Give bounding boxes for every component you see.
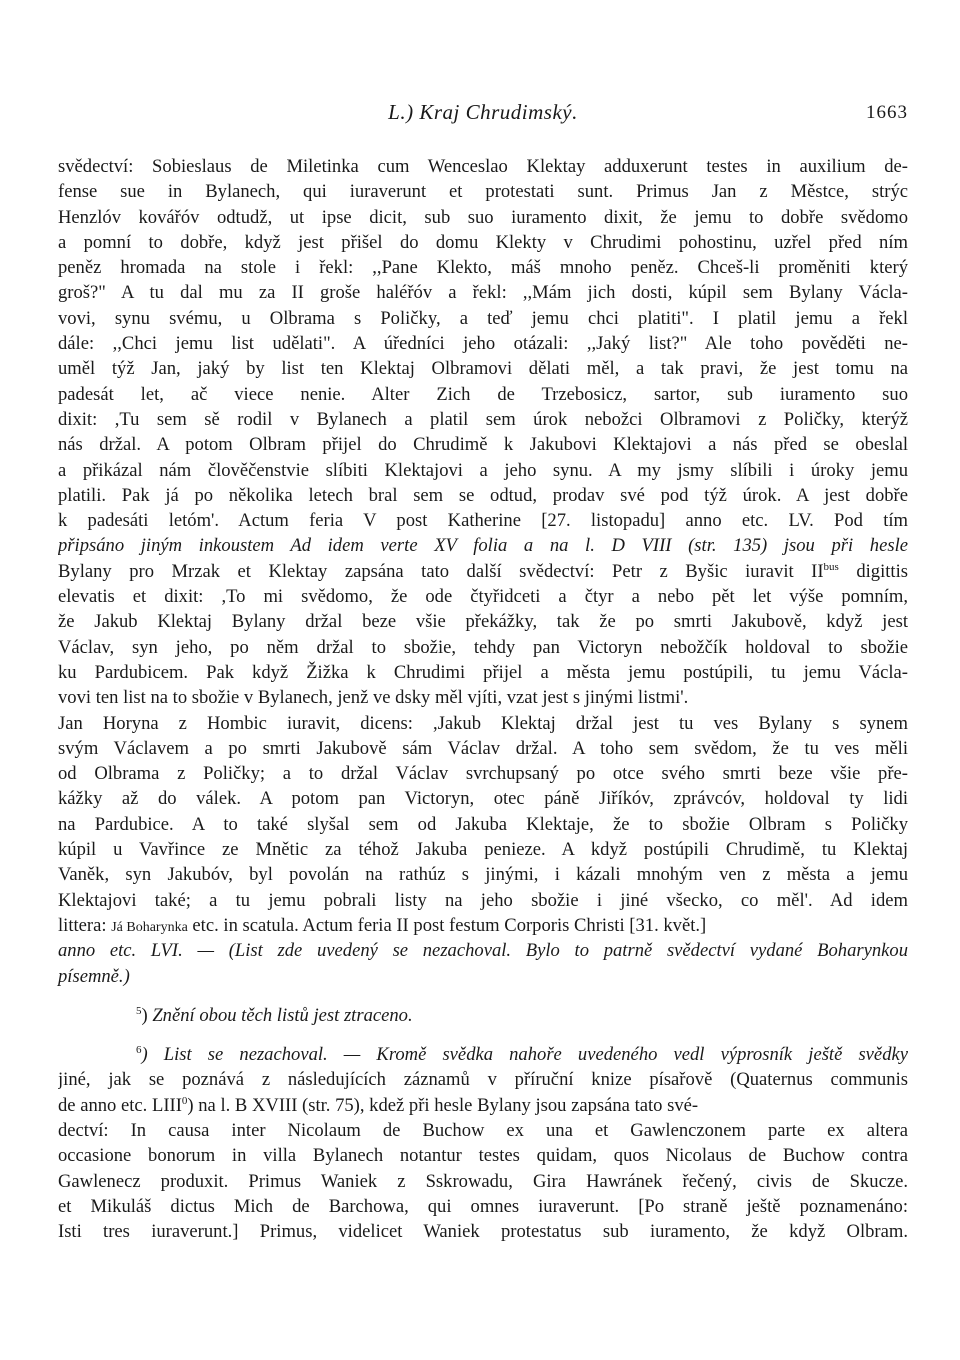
text-line-with-superscript [58, 559, 908, 584]
text-segment: de anno etc. LIII [58, 1094, 182, 1116]
text-line: písemně.) [58, 965, 130, 987]
running-title: L.) Kraj Chrudimský. [388, 100, 578, 124]
superscript: 0 [181, 1094, 188, 1107]
text-line: dixit: ,Tu sem sě rodil v Bylanech a platil sem úrok nebožci Olbramovi z Poličky, kterýž [58, 408, 908, 430]
text-line: Václav, syn jeho, po něm držal to sbožie, tehdy pan Victoryn nebožčík holdoval to sbožie [58, 636, 908, 658]
page-number: 1663 [866, 102, 908, 123]
text-line: elevatis et dixit: ,To mi svědomo, že ode čtyřidceti a čtyr a nebo pět let výše pomním, [58, 586, 908, 608]
footnote-line: dectví: In causa inter Nicolaum de Buchow ex una et Gawlenczonem parte ex altera [58, 1119, 908, 1141]
text-line: že Jakub Klektaj Bylany držal beze všie překážky, tak že po smrti Jakubově, když jest [58, 611, 908, 633]
superscript: bus [823, 560, 839, 573]
text-line: vovi ten list na to sbožie v Bylanech, jenž ve dsky měl vjíti, vzat jest s jinými listmi'. [58, 687, 689, 709]
text-line: na Pardubice. A to také slyšal sem od Jakuba Klektaje, že to sbožie Olbram s Poličky [58, 813, 908, 835]
footnote-text: Znění obou těch listů jest ztraceno. [152, 1004, 413, 1026]
footnote-line: et Mikuláš dictus Mich de Barchowa, qui omnes iuraverunt. [Po straně ještě poznamenáno: [58, 1195, 908, 1217]
text-line: uměl týž Jan, jaký by list ten Klektaj Olbramovi dělati měl, a tak pravi, že jest tomu na [58, 358, 908, 380]
text-line: ku Pardubicem. Pak když Žižka k Chrudimi přijel a města jemu postúpili, tu jemu Václa- [58, 661, 908, 683]
text-line: svým Václavem a po smrti Jakubově sám Václav držal. A toho sem svědom, že tu ves měli [58, 737, 908, 759]
text-line: Vaněk, syn Jakubóv, byl povolán na rathúz s jinými, i kázali mnohým ven z města a jemu [58, 864, 908, 886]
spacer [58, 989, 908, 1003]
footnote-marker: 5 [136, 1004, 142, 1017]
small-text: Já Boharynka [111, 919, 188, 935]
text-line: vovi, synu svému, u Olbrama s Poličky, a teď jemu chci platiti". I platil jemu a řekl [58, 307, 908, 329]
text-line: peněz hromada na stole i řekl: ,,Pane Klekto, máš mnoho peněz. Chceš-li proměniti který [58, 257, 908, 279]
text-line: dále: ,,Chci jemu list udělati". A úředníci jeho otázali: ,,Jaký list?" Ale toho pověděti ne- [58, 333, 908, 355]
spacer [58, 1028, 908, 1042]
text-line: fense sue in Bylanech, qui iuraverunt et protestati sunt. Primus Jan z Městce, strýc [58, 181, 908, 203]
text-line: groš?" A tu dal mu za II groše haléřóv a řekl: ,,Mám jich dosti, kúpil sem Bylany Václa- [58, 282, 908, 304]
text-line: anno etc. LVI. — (List zde uvedený se nezachoval. Bylo to patrně svědectví vydané Boharynkou [58, 940, 908, 962]
footnote-marker: 6 [136, 1043, 142, 1056]
footnote-line: Isti tres iuraverunt.] Primus, videlicet Waniek protestatus sub iuramento, že když Olbram. [58, 1221, 908, 1243]
text-segment: Bylany pro Mrzak et Klektay zapsána tato další svědectví: Petr z Byšic iuravit II [58, 560, 824, 582]
text-line: Jan Horyna z Hombic iuravit, dicens: ,Jakub Klektaj držal jest tu ves Bylany s synem [58, 712, 908, 734]
text-line: padesát let, ač viece nenie. Alter Zich de Trzebosicz, sartor, sub iuramento suo [58, 383, 908, 405]
footnote-6-first-line: $^6$) List se nezachoval. — Kromě svědka nahoře uvedeného vedl výprosník ještě svědky [136, 1043, 908, 1066]
text-segment: littera: [58, 914, 107, 936]
text-segment: digittis [838, 560, 908, 582]
text-line: nás držal. A potom Olbram přijel do Chrudimě k Jakubovi Klektajovi a nás před se obeslal [58, 434, 908, 456]
footnote-line: jiné, jak se poznává z následujících záznamů v příruční knize písařově (Quaternus communis [58, 1069, 908, 1091]
text-line: a pomní to dobře, když jest přišel do domu Klekty v Chrudimi pohostinu, uzřel před ním [58, 231, 908, 253]
text-line: platili. Pak já po několika letech bral sem se odtud, prodav své pod týž úrok. A jest dobře [58, 484, 908, 506]
text-line: a přikázal nám člověčenstvie slíbiti Klektajovi a jeho synu. A my jsmy slíbili i úroky jemu [58, 459, 908, 481]
page-header [58, 100, 908, 132]
text-line: připsáno jiným inkoustem Ad idem verte XV folia a na l. D VIII (str. 135) jsou při hesle [58, 535, 908, 557]
text-line: kúpil u Vavřince ze Mnětic za téhož Jakuba penieze. A když postúpili Chrudimě, tu Klektaj [58, 839, 908, 861]
footnote-5: $^5$) Znění obou těch listů jest ztraceno. [136, 1004, 413, 1026]
footnote-text: List se nezachoval. — Kromě svědka nahoře uvedeného vedl výprosník ještě svědky [163, 1044, 908, 1066]
text-line: kážky až do válek. A potom pan Victoryn, otec páně Jiříkóv, zprávcóv, holdoval ty lidi [58, 788, 908, 810]
footnote-line: occasione bonorum in villa Bylanech notantur testes quidam, quos Nicolaus de Buchow contra [58, 1145, 908, 1167]
text-segment: etc. in scatula. Actum feria II post festum Corporis Christi [31. květ.] [187, 914, 707, 936]
footnote-line-with-superscript [58, 1093, 908, 1118]
text-line: od Olbrama z Poličky; a to držal Václav svrchupsaný po otce svého smrti beze všie pře- [58, 763, 908, 785]
text-line: Henzlóv kovářóv odtudž, ut ipse dicit, sub suo iuramento dixit, že jemu to dobře svědomo [58, 206, 908, 228]
footnote-line: Gawlenecz produxit. Primus Waniek z Sskrowadu, Gira Hawránek řečený, civis de Skucze. [58, 1170, 908, 1192]
text-line: k padesáti letóm'. Actum feria V post Katherine [27. listopadu] anno etc. LV. Pod tím [58, 510, 908, 532]
text-line: svědectví: Sobieslaus de Miletinka cum Wenceslao Klektay adduxerunt testes in auxilium de- [58, 156, 908, 177]
text-line: Klektajovi také; a tu jemu pobrali listy na jeho sbožie i jiné všecko, co měl'. Ad idem [58, 889, 908, 911]
text-line-with-small-caps [58, 913, 908, 938]
text-segment: ) na l. B XVIII (str. 75), kdež při hesle Bylany jsou zapsána tato své- [187, 1094, 699, 1116]
main-text [58, 154, 908, 1244]
